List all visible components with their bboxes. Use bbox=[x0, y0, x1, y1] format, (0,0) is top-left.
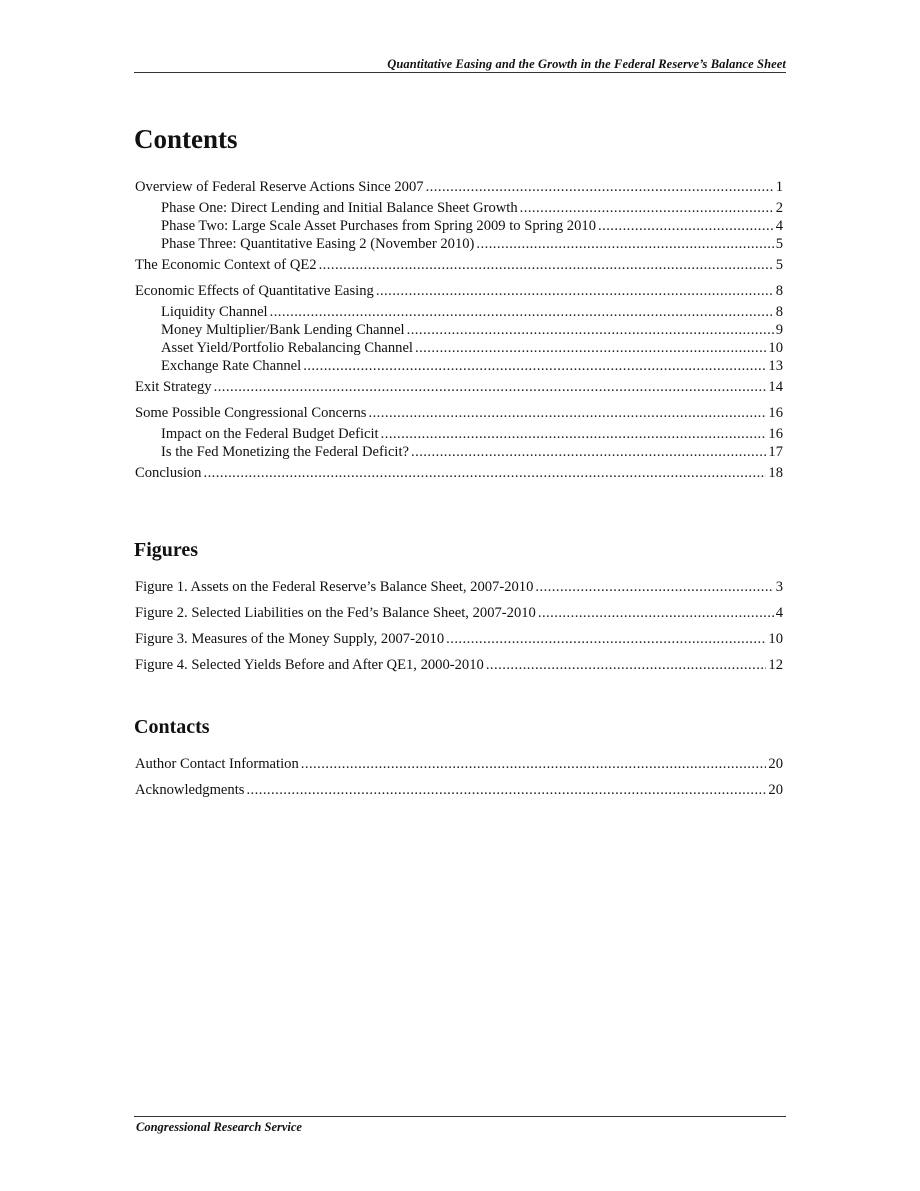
toc-entry-page: 14 bbox=[768, 379, 783, 395]
figures-list bbox=[135, 578, 783, 674]
contact-entry-title: Acknowledgments bbox=[135, 782, 245, 798]
toc-entry-page: 5 bbox=[775, 257, 783, 273]
toc-entry-page: 16 bbox=[768, 405, 783, 421]
contact-entry[interactable] bbox=[135, 755, 783, 773]
toc-entry-title: Liquidity Channel bbox=[161, 304, 268, 320]
toc-entry-page: 16 bbox=[768, 426, 783, 442]
running-footer: Congressional Research Service bbox=[136, 1120, 302, 1134]
toc-entry[interactable] bbox=[135, 217, 783, 235]
dot-leader bbox=[303, 357, 766, 375]
dot-leader bbox=[538, 604, 774, 622]
toc-entry[interactable] bbox=[135, 178, 783, 196]
figure-entry[interactable] bbox=[135, 656, 783, 674]
dot-leader bbox=[376, 282, 774, 300]
dot-leader bbox=[598, 217, 774, 235]
toc-entry-page: 8 bbox=[775, 304, 783, 320]
toc-entry-page: 8 bbox=[775, 283, 783, 299]
contact-entry-title: Author Contact Information bbox=[135, 756, 299, 772]
toc-entry-title: Is the Fed Monetizing the Federal Deficit? bbox=[161, 444, 410, 460]
toc-entry[interactable] bbox=[135, 357, 783, 375]
contents-heading: Contents bbox=[134, 124, 238, 154]
contact-entry-page: 20 bbox=[768, 782, 783, 798]
dot-leader bbox=[368, 404, 766, 422]
dot-leader bbox=[214, 378, 767, 396]
dot-leader bbox=[446, 630, 766, 648]
toc-entry-title: Asset Yield/Portfolio Rebalancing Channel bbox=[161, 340, 413, 356]
toc-entry-title: Some Possible Congressional Concerns bbox=[135, 405, 367, 421]
contents-list bbox=[135, 178, 783, 482]
toc-entry[interactable] bbox=[135, 235, 783, 253]
figure-entry-title: Figure 3. Measures of the Money Supply, 2007-2010 bbox=[135, 631, 445, 647]
toc-entry-title: Conclusion bbox=[135, 465, 202, 481]
toc-entry-title: Money Multiplier/Bank Lending Channel bbox=[161, 322, 405, 338]
toc-entry-page: 9 bbox=[775, 322, 783, 338]
toc-entry-title: Overview of Federal Reserve Actions Since 2007 bbox=[135, 179, 424, 195]
toc-entry-page: 18 bbox=[768, 465, 783, 481]
dot-leader bbox=[520, 199, 774, 217]
figure-entry[interactable] bbox=[135, 604, 783, 622]
toc-entry[interactable] bbox=[135, 404, 783, 422]
toc-entry[interactable] bbox=[135, 199, 783, 217]
toc-entry-page: 4 bbox=[775, 218, 783, 234]
dot-leader bbox=[411, 443, 766, 461]
figure-entry-page: 10 bbox=[768, 631, 783, 647]
contacts-heading: Contacts bbox=[134, 716, 210, 738]
running-header: Quantitative Easing and the Growth in the Federal Reserve’s Balance Sheet bbox=[387, 57, 786, 71]
dot-leader bbox=[476, 235, 773, 253]
toc-entry[interactable] bbox=[135, 443, 783, 461]
toc-entry[interactable] bbox=[135, 378, 783, 396]
dot-leader bbox=[486, 656, 767, 674]
figures-heading: Figures bbox=[134, 539, 199, 561]
contact-entry-page: 20 bbox=[768, 756, 783, 772]
figure-entry[interactable] bbox=[135, 578, 783, 596]
toc-entry-title: Exit Strategy bbox=[135, 379, 212, 395]
toc-entry[interactable] bbox=[135, 339, 783, 357]
dot-leader bbox=[270, 303, 774, 321]
toc-entry-page: 1 bbox=[775, 179, 783, 195]
toc-entry[interactable] bbox=[135, 321, 783, 339]
figure-entry-page: 12 bbox=[768, 657, 783, 673]
dot-leader bbox=[319, 256, 774, 274]
toc-entry-page: 17 bbox=[768, 444, 783, 460]
toc-entry-title: The Economic Context of QE2 bbox=[135, 257, 317, 273]
toc-entry-page: 10 bbox=[768, 340, 783, 356]
figure-entry-title: Figure 4. Selected Yields Before and After QE1, 2000-2010 bbox=[135, 657, 484, 673]
footer-rule bbox=[134, 1116, 786, 1117]
header-rule bbox=[134, 72, 786, 73]
dot-leader bbox=[407, 321, 774, 339]
contacts-list bbox=[135, 755, 783, 799]
toc-entry[interactable] bbox=[135, 256, 783, 274]
dot-leader bbox=[301, 755, 767, 773]
toc-entry[interactable] bbox=[135, 303, 783, 321]
toc-entry-page: 5 bbox=[775, 236, 783, 252]
toc-entry-title: Phase One: Direct Lending and Initial Balance Sheet Growth bbox=[161, 200, 518, 216]
figure-entry-page: 3 bbox=[775, 579, 783, 595]
figure-entry-title: Figure 2. Selected Liabilities on the Fed’s Balance Sheet, 2007-2010 bbox=[135, 605, 536, 621]
dot-leader bbox=[535, 578, 773, 596]
toc-entry[interactable] bbox=[135, 282, 783, 300]
figure-entry-page: 4 bbox=[775, 605, 783, 621]
toc-entry-title: Phase Three: Quantitative Easing 2 (November 2010) bbox=[161, 236, 475, 252]
figure-entry[interactable] bbox=[135, 630, 783, 648]
toc-entry-title: Impact on the Federal Budget Deficit bbox=[161, 426, 379, 442]
toc-entry[interactable] bbox=[135, 425, 783, 443]
figure-entry-title: Figure 1. Assets on the Federal Reserve’s Balance Sheet, 2007-2010 bbox=[135, 579, 534, 595]
dot-leader bbox=[246, 781, 766, 799]
toc-entry-title: Phase Two: Large Scale Asset Purchases from Spring 2009 to Spring 2010 bbox=[161, 218, 596, 234]
toc-entry-page: 2 bbox=[775, 200, 783, 216]
toc-entry-title: Exchange Rate Channel bbox=[161, 358, 302, 374]
dot-leader bbox=[381, 425, 767, 443]
dot-leader bbox=[203, 464, 766, 482]
toc-entry-title: Economic Effects of Quantitative Easing bbox=[135, 283, 374, 299]
contact-entry[interactable] bbox=[135, 781, 783, 799]
dot-leader bbox=[426, 178, 774, 196]
toc-entry-page: 13 bbox=[768, 358, 783, 374]
toc-entry[interactable] bbox=[135, 464, 783, 482]
dot-leader bbox=[415, 339, 766, 357]
